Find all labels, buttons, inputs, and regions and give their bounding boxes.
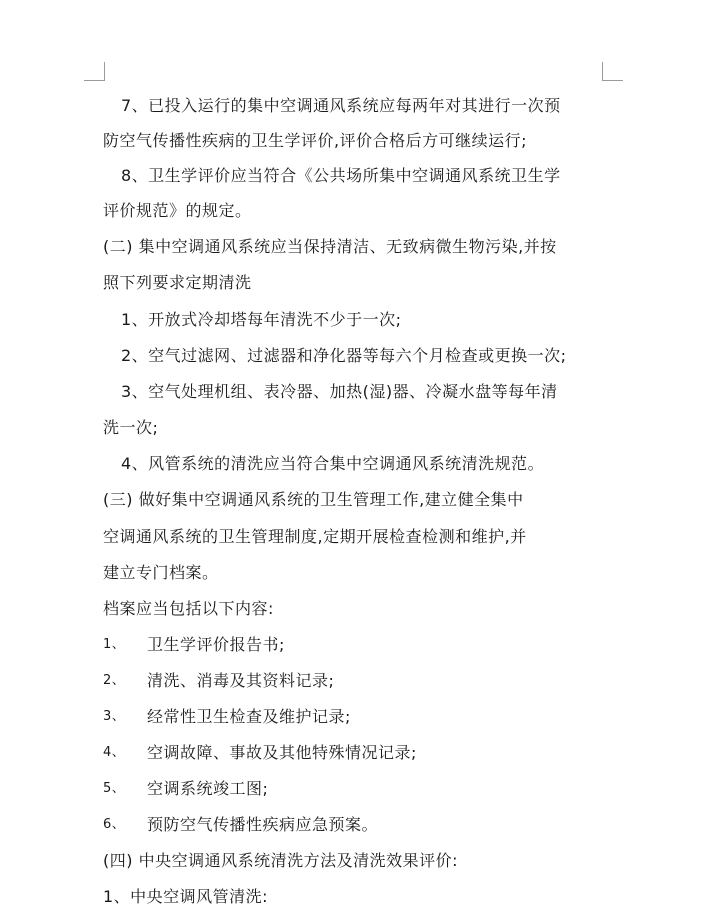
archive-intro: 档案应当包括以下内容:: [103, 599, 274, 618]
archive-item-number: 4、: [103, 745, 126, 760]
section-3-line-3: 建立专门档案。: [103, 563, 219, 582]
archive-item-1: [103, 632, 503, 658]
archive-item-number: 1、: [103, 637, 126, 652]
archive-item-6: [103, 812, 503, 838]
archive-item-number: 2、: [103, 673, 126, 688]
paragraph-8-line-1: 8、卫生学评价应当符合《公共场所集中空调通风系统卫生学: [121, 166, 561, 185]
archive-item-text: 空调系统竣工图;: [147, 779, 269, 798]
archive-item-4: [103, 740, 503, 766]
section-2-heading-line-2: 照下列要求定期清洗: [103, 273, 252, 292]
page-corner-mark-left: [84, 62, 105, 81]
section-2-item-3-line-1: 3、空气处理机组、表冷器、加热(湿)器、冷凝水盘等每年清: [121, 382, 558, 401]
paragraph-8-line-2: 评价规范》的规定。: [103, 201, 252, 220]
section-3-line-1: (三) 做好集中空调通风系统的卫生管理工作,建立健全集中: [103, 490, 524, 509]
paragraph-7-line-2: 防空气传播性疾病的卫生学评价,评价合格后方可继续运行;: [103, 131, 527, 150]
section-2-heading-line-1: (二) 集中空调通风系统应当保持清洁、无致病微生物污染,并按: [103, 237, 557, 256]
archive-item-text: 空调故障、事故及其他特殊情况记录;: [147, 743, 417, 762]
section-2-item-1: 1、开放式冷却塔每年清洗不少于一次;: [121, 310, 402, 329]
archive-item-number: 5、: [103, 781, 126, 796]
archive-item-2: [103, 668, 503, 694]
archive-item-number: 6、: [103, 817, 126, 832]
archive-item-text: 预防空气传播性疾病应急预案。: [147, 815, 379, 834]
archive-item-5: [103, 776, 503, 802]
archive-item-text: 清洗、消毒及其资料记录;: [147, 671, 335, 690]
archive-item-number: 3、: [103, 709, 126, 724]
archive-item-3: [103, 704, 503, 730]
section-2-item-2: 2、空气过滤网、过滤器和净化器等每六个月检查或更换一次;: [121, 346, 567, 365]
section-2-item-4: 4、风管系统的清洗应当符合集中空调通风系统清洗规范。: [121, 454, 545, 473]
section-2-item-3-line-2: 洗一次;: [103, 418, 159, 437]
section-4-item-1: 1、中央空调风管清洗:: [103, 887, 269, 906]
page-corner-mark-right: [602, 62, 623, 81]
paragraph-7-line-1: 7、已投入运行的集中空调通风系统应每两年对其进行一次预: [121, 96, 561, 115]
archive-item-text: 卫生学评价报告书;: [147, 635, 285, 654]
section-3-line-2: 空调通风系统的卫生管理制度,定期开展检查检测和维护,并: [103, 527, 527, 546]
archive-item-text: 经常性卫生检查及维护记录;: [147, 707, 351, 726]
section-4-heading: (四) 中央空调通风系统清洗方法及清洗效果评价:: [103, 851, 458, 870]
